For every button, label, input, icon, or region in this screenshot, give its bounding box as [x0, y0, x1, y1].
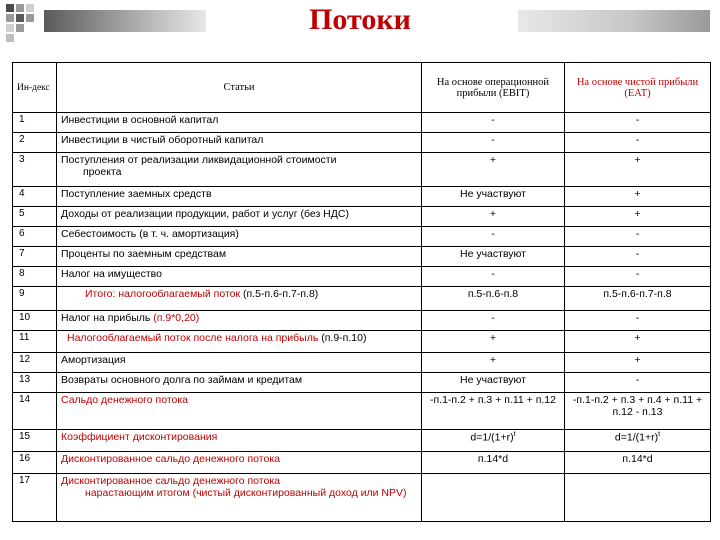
table-row [13, 311, 711, 331]
row-ebit: Не участвуют [422, 373, 565, 393]
row-eat: п.5-п.6-п.7-п.8 [565, 287, 711, 311]
row-ebit: - [422, 133, 565, 153]
row-text: Налогооблагаемый поток после налога на прибыль [67, 332, 319, 344]
row-ebit: Не участвуют [422, 247, 565, 267]
header-ebit: На основе операционной прибыли (EBIT) [422, 63, 565, 113]
row-text: Поступление заемных средств [57, 187, 422, 207]
row-eat-sup: t [658, 431, 661, 438]
row-ebit: -п.1-п.2 + п.3 + п.11 + п.12 [422, 393, 565, 430]
row-text: Инвестиции в основной капитал [57, 113, 422, 133]
table-row [13, 287, 711, 311]
row-ebit-sup: t [513, 431, 516, 438]
header-index: Ин-декс [13, 63, 57, 113]
row-text: Инвестиции в чистый оборотный капитал [57, 133, 422, 153]
row-eat: - [565, 311, 711, 331]
row-ebit: + [422, 353, 565, 373]
row-text-continued: проекта [83, 166, 122, 178]
row-eat-cell [565, 430, 711, 452]
row-formula: (п.9-п.10) [321, 332, 367, 344]
table-row [13, 393, 711, 430]
row-eat: d=1/(1+r) [614, 431, 659, 444]
row-text-block [57, 474, 422, 522]
row-index: 16 [13, 452, 57, 474]
row-eat: п.14*d [565, 452, 711, 474]
table-row [13, 430, 711, 452]
table-row [13, 331, 711, 353]
row-index: 13 [13, 373, 57, 393]
row-index: 12 [13, 353, 57, 373]
row-eat: -п.1-п.2 + п.3 + п.4 + п.11 + п.12 - п.13 [565, 393, 711, 430]
row-eat: + [565, 187, 711, 207]
row-text: Амортизация [57, 353, 422, 373]
row-eat: - [565, 113, 711, 133]
row-index: 11 [13, 331, 57, 353]
row-index: 15 [13, 430, 57, 452]
table-row [13, 133, 711, 153]
row-ebit: + [422, 331, 565, 353]
table-row [13, 452, 711, 474]
table-row [13, 187, 711, 207]
row-eat: - [565, 267, 711, 287]
table-row [13, 353, 711, 373]
table-row [13, 153, 711, 187]
row-text: Себестоимость (в т. ч. амортизация) [57, 227, 422, 247]
row-index: 8 [13, 267, 57, 287]
row-text: Дисконтированное сальдо денежного потока [57, 452, 422, 474]
row-eat: + [565, 353, 711, 373]
row-index: 6 [13, 227, 57, 247]
row-ebit: - [422, 113, 565, 133]
table-header-row [13, 63, 711, 113]
row-eat: - [565, 133, 711, 153]
row-ebit: - [422, 227, 565, 247]
row-text: Итого: налогооблагаемый поток [85, 288, 241, 300]
row-formula: (п.9*0,20) [153, 312, 200, 324]
row-eat: - [565, 227, 711, 247]
table-row [13, 474, 711, 522]
row-ebit-cell [422, 430, 565, 452]
row-text: Доходы от реализации продукции, работ и услуг (без НДС) [57, 207, 422, 227]
row-ebit: + [422, 207, 565, 227]
row-text-block [57, 331, 422, 353]
row-text: Проценты по заемным средствам [57, 247, 422, 267]
page-title: Потоки [309, 3, 411, 36]
row-index: 4 [13, 187, 57, 207]
row-index: 9 [13, 287, 57, 311]
row-formula: (п.5-п.6-п.7-п.8) [243, 288, 319, 300]
row-text: Сальдо денежного потока [57, 393, 422, 430]
row-eat: + [565, 331, 711, 353]
row-eat: - [565, 247, 711, 267]
row-text-continued: нарастающим итогом (чистый дисконтированный доход или NPV) [85, 487, 407, 499]
table-row [13, 267, 711, 287]
row-ebit: Не участвуют [422, 187, 565, 207]
row-ebit: + [422, 153, 565, 187]
row-ebit: - [422, 267, 565, 287]
row-eat: + [565, 153, 711, 187]
row-index: 17 [13, 474, 57, 522]
row-index: 2 [13, 133, 57, 153]
row-index: 3 [13, 153, 57, 187]
row-ebit: п.14*d [422, 452, 565, 474]
row-eat: - [565, 373, 711, 393]
table-row [13, 227, 711, 247]
row-ebit: п.5-п.6-п.8 [422, 287, 565, 311]
row-text-block [57, 153, 422, 187]
row-index: 7 [13, 247, 57, 267]
table-row [13, 113, 711, 133]
row-index: 1 [13, 113, 57, 133]
row-eat: + [565, 207, 711, 227]
row-index: 10 [13, 311, 57, 331]
row-text-block [57, 287, 422, 311]
row-text: Дисконтированное сальдо денежного потока [61, 475, 280, 487]
row-text: Налог на имущество [57, 267, 422, 287]
table-row [13, 247, 711, 267]
table-row [13, 207, 711, 227]
table-row [13, 373, 711, 393]
row-eat [565, 474, 711, 522]
row-ebit: d=1/(1+r) [470, 431, 514, 444]
flows-table [12, 62, 711, 522]
row-ebit [422, 474, 565, 522]
row-index: 5 [13, 207, 57, 227]
row-text: Налог на прибыль [61, 312, 151, 324]
row-text: Возвраты основного долга по займам и кредитам [57, 373, 422, 393]
row-text: Поступления от реализации ликвидационной стоимости [61, 154, 337, 166]
row-index: 14 [13, 393, 57, 430]
row-text-block [57, 311, 422, 331]
header-eat: На основе чистой прибыли (EAT) [565, 63, 711, 113]
header-articles: Статьи [57, 63, 422, 113]
row-ebit: - [422, 311, 565, 331]
row-text: Коэффициент дисконтирования [57, 430, 422, 452]
